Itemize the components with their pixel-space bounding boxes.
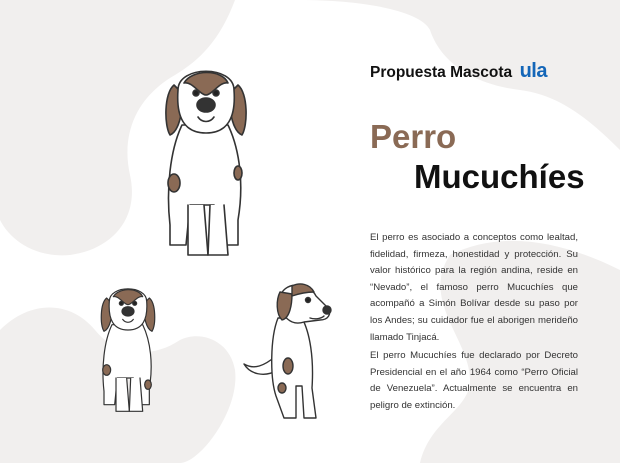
heading-line-1: Perro (370, 118, 457, 155)
ula-logo: ula (519, 60, 547, 82)
dog-side-view-illustration (236, 278, 336, 426)
description-paragraph-2: El perro Mucuchíes fue declarado por Decreto Presidencial en el año 1964 como “Perro Oficial de Venezuela”. Actualmente se encuentra en peligro de extinción. (370, 350, 578, 411)
dog-front-large-illustration (152, 55, 260, 265)
dog-front-small-illustration (92, 278, 164, 418)
header (370, 60, 547, 83)
heading-line-2: Mucuchíes (414, 158, 585, 195)
description-paragraph-1: El perro es asociado a conceptos como lealtad, fidelidad, firmeza, honestidad y protección. Su valor histórico para la región andina, reside en “Nevado”, el famoso perro Mucuchíes que acompañó a Simón Bolívar desde su paso por los Andes; su cuidador fue el aborigen merideño llamado Tinjacá. (370, 232, 578, 343)
header-title: Propuesta Mascota (370, 64, 513, 81)
